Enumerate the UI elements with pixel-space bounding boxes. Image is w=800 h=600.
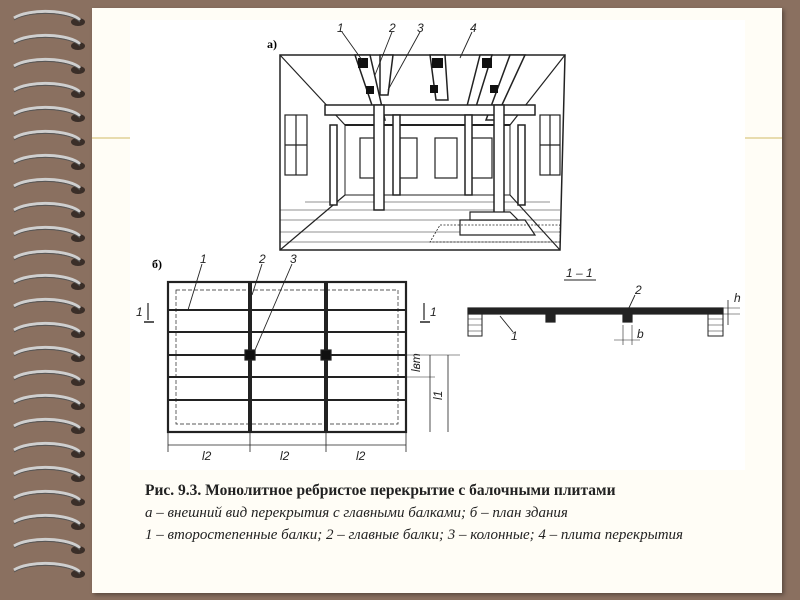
dim-lvt: lвт bbox=[409, 353, 423, 372]
part-a-label: а) bbox=[267, 37, 277, 51]
caption-legend-numbers: 1 – второстепенные балки; 2 – главные балки; 3 – колонные; 4 – плита перекрытия bbox=[145, 527, 684, 543]
callout-b-2: 2 bbox=[259, 252, 266, 266]
section-dim-h: h bbox=[734, 291, 741, 305]
dim-l1: l1 bbox=[431, 390, 445, 400]
dim-l2-c: l2 bbox=[356, 449, 366, 463]
part-b-label: б) bbox=[152, 257, 162, 271]
callout-a-4: 4 bbox=[470, 21, 477, 35]
dim-l2-a: l2 bbox=[202, 449, 212, 463]
section-dim-b: b bbox=[637, 327, 644, 341]
caption-legend-a-b: а – внешний вид перекрытия с главными балками; б – план здания bbox=[145, 505, 568, 521]
callout-b-1: 1 bbox=[200, 252, 207, 266]
callout-b-3: 3 bbox=[290, 252, 297, 266]
section-view bbox=[468, 280, 740, 345]
cut-mark-left: 1 bbox=[136, 305, 143, 319]
callout-a-3: 3 bbox=[417, 21, 424, 35]
perspective-view bbox=[280, 32, 565, 250]
dim-l2-b: l2 bbox=[280, 449, 290, 463]
section-title: 1 – 1 bbox=[566, 266, 593, 280]
section-callout-1: 1 bbox=[511, 329, 518, 343]
caption-title: Рис. 9.3. Монолитное ребристое перекрытие с балочными плитами bbox=[145, 482, 616, 499]
figure-drawing bbox=[130, 20, 745, 470]
callout-a-1: 1 bbox=[337, 21, 344, 35]
figure bbox=[130, 20, 745, 470]
figure-caption bbox=[108, 480, 768, 546]
callout-a-2: 2 bbox=[389, 21, 396, 35]
section-callout-2: 2 bbox=[635, 283, 642, 297]
cut-mark-right: 1 bbox=[430, 305, 437, 319]
